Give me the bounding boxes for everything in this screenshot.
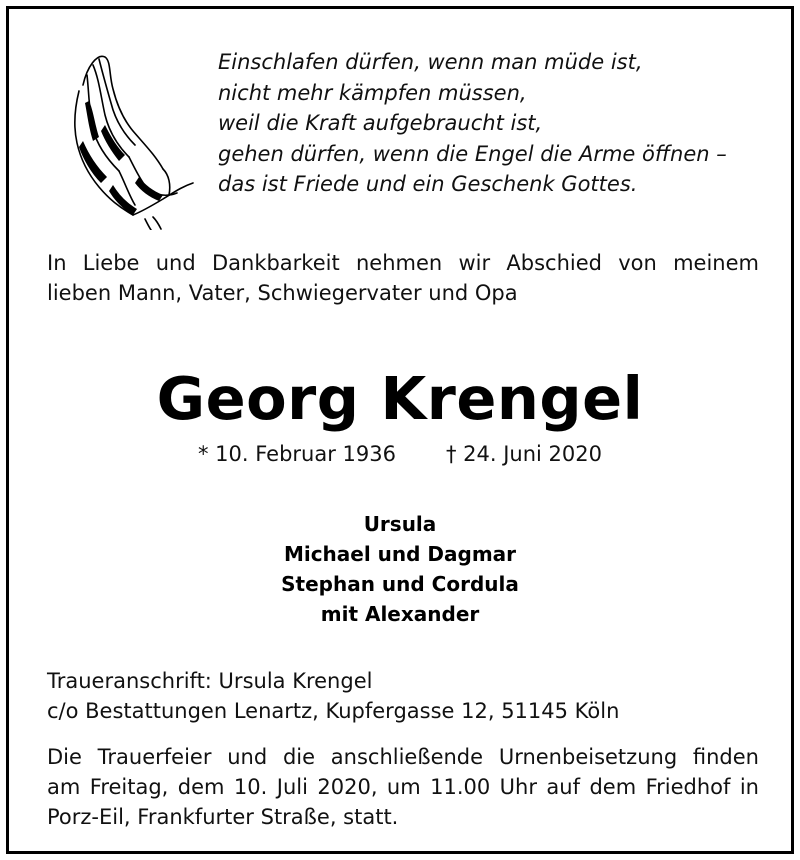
service-info [47, 742, 759, 832]
intro-line: In Liebe und Dankbarkeit nehmen wir Abschied von meinem [47, 251, 759, 275]
mourners-list [9, 509, 791, 629]
obituary-content [9, 9, 791, 851]
intro-line: lieben Mann, Vater, Schwiegervater und Opa [47, 280, 518, 305]
birth-date: * 10. Februar 1936 [197, 442, 396, 466]
life-dates [9, 442, 791, 466]
poem-line: weil die Kraft aufgebraucht ist, [218, 111, 543, 135]
service-line: Porz-Eil, Frankfurter Straße, statt. [47, 805, 399, 829]
mourner-line: Ursula [363, 512, 437, 536]
poem-line: das ist Friede und ein Geschenk Gottes. [218, 172, 638, 196]
service-line: am Freitag, dem 10. Juli 2020, um 11.00 Uhr auf dem Friedhof in [47, 775, 759, 799]
service-line: Die Trauerfeier und die anschließende Urnenbeisetzung finden [47, 745, 759, 769]
address-line: Traueranschrift: Ursula Krengel [47, 669, 373, 693]
obituary-frame [6, 6, 794, 854]
poem-line: gehen dürfen, wenn die Engel die Arme öffnen – [218, 141, 727, 166]
poem-line: Einschlafen dürfen, wenn man müde ist, [218, 50, 643, 74]
mourner-line: Stephan und Cordula [281, 572, 519, 596]
death-date: † 24. Juni 2020 [445, 442, 602, 466]
address-line: c/o Bestattungen Lenartz, Kupfergasse 12, 51145 Köln [47, 699, 620, 723]
deceased-name: Georg Krengel [156, 364, 644, 433]
mourner-line: mit Alexander [320, 602, 480, 626]
praying-hands-icon [53, 45, 203, 230]
intro-text [47, 249, 759, 308]
poem [218, 47, 778, 200]
poem-line: nicht mehr kämpfen müssen, [218, 80, 527, 105]
mourner-line: Michael und Dagmar [283, 542, 517, 566]
mourning-address [47, 666, 767, 726]
